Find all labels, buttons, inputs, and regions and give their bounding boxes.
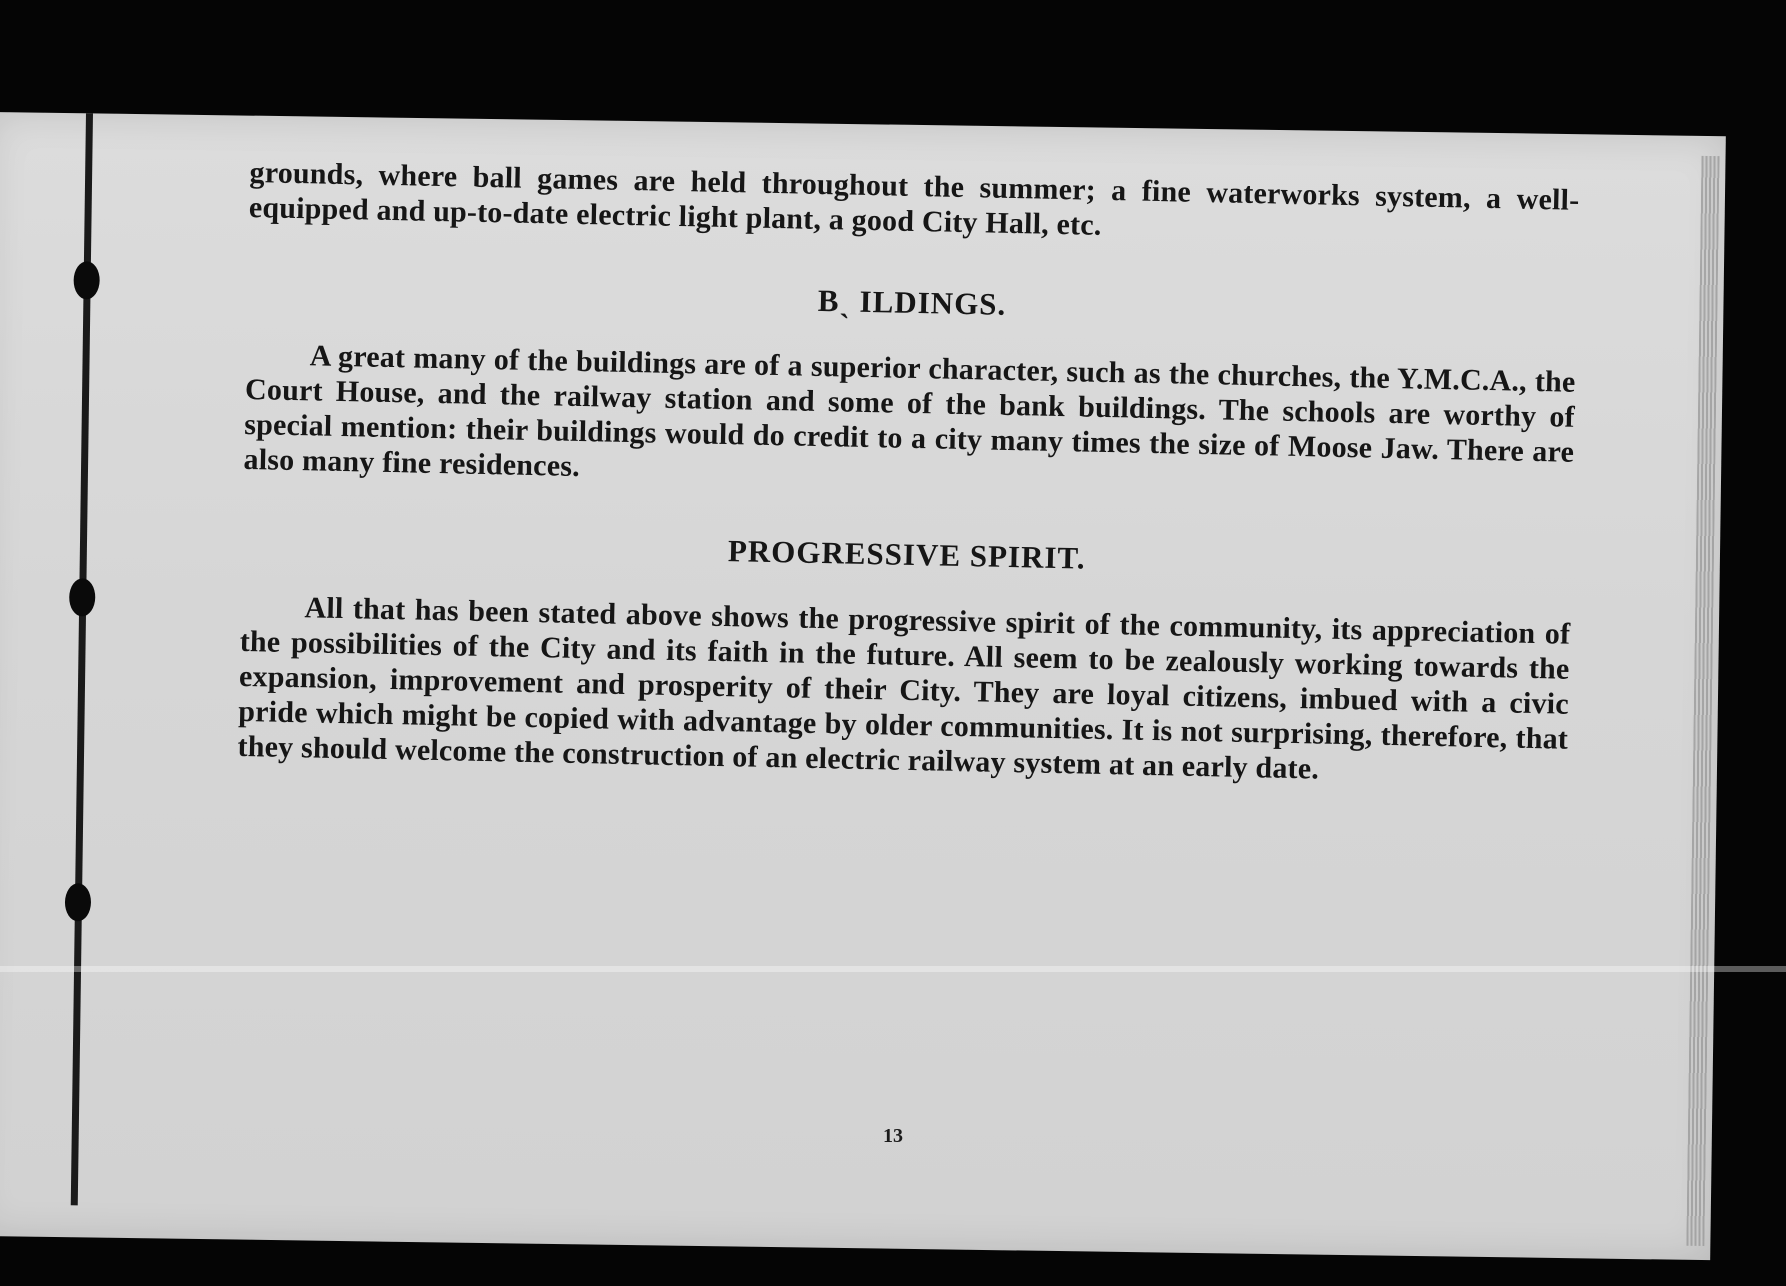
page-number: 13 <box>883 1125 903 1147</box>
binding-hole <box>69 578 96 616</box>
page-stack-edge <box>1686 156 1719 1246</box>
page-text <box>237 155 1579 792</box>
section-heading-buildings: Bˎ ILDINGS. <box>817 282 1007 322</box>
scan-streak <box>0 966 1786 972</box>
binding-hole <box>65 883 92 921</box>
section-body-progressive-spirit: All that has been stated above shows the progressive spirit of the community, its appreciation of the possibilities of the City and its faith in the future. All seem to be zealously working towards the expansion, improvement and prosperity of their City. They are loyal citizens, imbued with a civic pride which might be copied with advantage by older communities. It is not surprising, therefore, that they should welcome the construction of an electric railway system at an early date. <box>237 591 1571 786</box>
section-heading-progressive-spirit: PROGRESSIVE SPIRIT. <box>727 533 1086 576</box>
section-body-buildings: A great many of the buildings are of a superior character, such as the churches, the Y.M.C.A., the Court House, and the railway station and some of the bank buildings. The schools are worthy of special mention: their buildings would do credit to a city many times the size of Moose Jaw. There are also many fine residences. <box>243 339 1576 483</box>
binding-hole <box>73 261 100 299</box>
opening-paragraph: grounds, where ball games are held throughout the summer; a fine waterworks system, a well-equipped and up-to-date electric light plant, a good City Hall, etc. <box>248 155 1580 242</box>
